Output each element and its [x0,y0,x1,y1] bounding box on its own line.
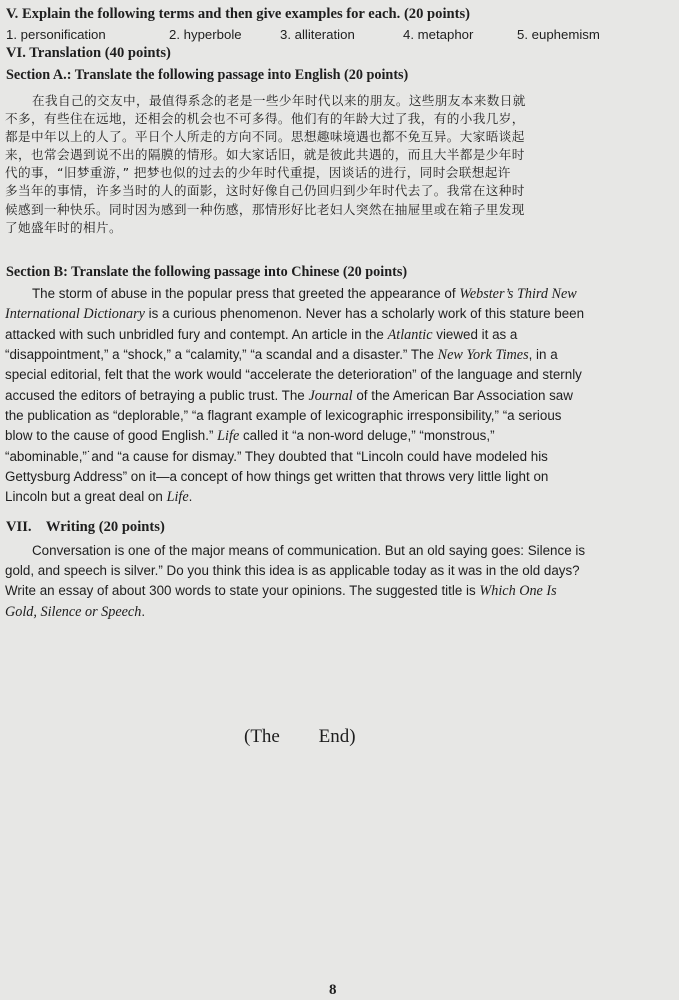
passage-line: Lincoln but a great deal on Life. [5,489,193,506]
passage-line: blow to the cause of good English.” Life called it “a non-word deluge,” “monstrous,” [5,428,495,445]
term-item: 2. hyperbole [169,27,242,42]
passage-line: 在我自己的交友中，最值得系念的老是一些少年时代以来的朋友。这些朋友本来数日就 [32,93,526,108]
the-end-text [244,726,356,748]
section-v-heading: V. Explain the following terms and then give examples for each. (20 points) [6,6,471,22]
prompt-line: Gold, Silence or Speech. [5,603,146,620]
section-vii-heading: VII. Writing (20 points) [6,519,165,535]
terms-list [6,27,676,45]
chinese-passage [5,92,676,237]
passage-line: Gettysburg Address” on it—a concept of how things get written that throws very little light on [5,469,549,485]
prompt-line: Conversation is one of the major means of communication. But an old saying goes: Silence is [32,543,586,558]
passage-line: 了她盛年时的相片。 [5,219,122,235]
section-a-heading: Section A.: Translate the following passage into English (20 points) [6,67,409,83]
prompt-line: Write an essay of about 300 words to state your opinions. The suggested title is Which One Is [5,583,557,600]
the-end-open: (The [244,726,280,747]
term-item: 1. personification [6,27,106,42]
writing-prompt [5,541,677,622]
page-number: 8 [329,982,337,998]
passage-line: special editorial, felt that the work would “accelerate the deterioration” of the language and sternly [5,367,582,383]
passage-line: 来，也常会遇到说不出的隔膜的情形。如大家话旧，就是彼此共遇的，而且大半都是少年时 [5,147,525,163]
passage-line: International Dictionary is a curious phenomenon. Never has a scholarly work of this stature been [5,306,585,323]
passage-line: 不多，有些住在远地，还相会的机会也不可多得。他们有的年龄大过了我，有的小我几岁， [5,111,525,127]
passage-line: “disappointment,” a “shock,” a “calamity,” “a scandal and a disaster.” The New York Times, in a [5,347,558,364]
passage-line: 代的事，“旧梦重游，” 把梦也似的过去的少年时代重提，因谈话的进行，同时会联想起许 [5,165,511,181]
term-item: 5. euphemism [517,27,600,42]
term-item: 4. metaphor [403,27,474,42]
passage-line: the publication as “deplorable,” “a flagrant example of lexicographic irresponsibility,” “a serious [5,408,562,424]
passage-line: attacked with such unbridled fury and contempt. An article in the Atlantic viewed it as a [5,326,518,343]
term-item: 3. alliteration [280,27,355,42]
english-passage [5,284,677,508]
passage-line: “abominable,”˙and “a cause for dismay.” They doubted that “Lincoln could have modeled his [5,448,548,464]
section-b-heading: Section B: Translate the following passage into Chinese (20 points) [6,264,408,280]
passage-line: accused the editors of betraying a public trust. The Journal of the American Bar Association saw [5,387,573,404]
passage-line: 都是中年以上的人了。平日个人所走的方向不同。思想趣味境遇也都不免互异。大家晤谈起 [5,129,525,145]
passage-line: The storm of abuse in the popular press that greeted the appearance of Webster’s Third New [32,286,577,302]
section-vi-heading: VI. Translation (40 points) [6,45,171,61]
passage-line: 多当年的事情，许多当时的人的面影，这时好像自己仍回归到少年时代去了。我常在这种时 [5,183,525,199]
prompt-line: gold, and speech is silver.” Do you think this idea is as applicable today as it was in the old days? [5,563,580,579]
passage-line: 候感到一种快乐。同时因为感到一种伤感，那情形好比老妇人突然在抽屉里或在箱子里发现 [5,201,525,217]
the-end-close: End) [318,726,356,747]
